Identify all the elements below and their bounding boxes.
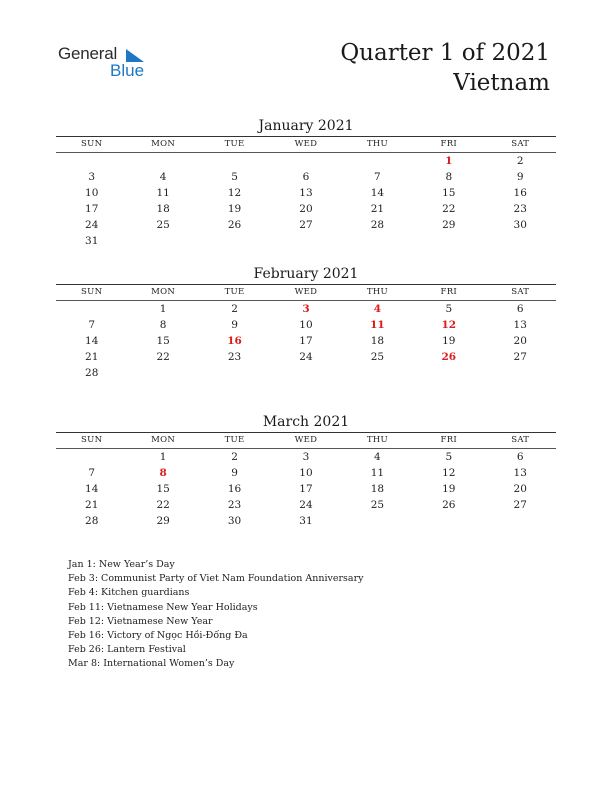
day-cell: 6 (516, 451, 524, 463)
week-row (56, 185, 556, 201)
week-row (56, 513, 556, 529)
day-cell: 15 (442, 187, 456, 199)
weekday-label: MON (151, 287, 176, 297)
day-cell: 28 (85, 367, 99, 379)
logo-text-blue: Blue (110, 61, 145, 80)
week-row (56, 301, 556, 317)
empty-day-cell (413, 365, 484, 381)
day-cell: 8 (159, 319, 167, 331)
day-cell: 14 (85, 335, 99, 347)
month-title: January 2021 (258, 118, 354, 134)
week-row (56, 365, 556, 381)
day-cell: 13 (513, 467, 527, 479)
day-cell: 14 (85, 483, 99, 495)
month-calendar-january (56, 116, 556, 249)
week-row (56, 317, 556, 333)
holiday-note: Feb 26: Lantern Festival (68, 644, 186, 656)
week-row (56, 449, 556, 465)
day-cell: 6 (516, 303, 524, 315)
day-cell: 21 (85, 351, 99, 363)
day-cell: 19 (442, 483, 456, 495)
day-cell: 21 (370, 203, 385, 215)
day-cell: 25 (370, 499, 385, 511)
day-cell: 14 (370, 187, 385, 199)
day-cell: 22 (156, 351, 170, 363)
day-cell: 30 (513, 219, 527, 231)
day-cell: 15 (156, 335, 170, 347)
weekday-header-row (56, 137, 556, 152)
day-cell: 15 (156, 483, 170, 495)
day-cell: 1 (159, 303, 167, 315)
day-cell: 20 (299, 203, 313, 215)
day-cell: 20 (513, 483, 527, 495)
week-row (56, 333, 556, 349)
weekday-header-row (56, 433, 556, 448)
day-cell: 23 (513, 203, 527, 215)
day-cell: 19 (442, 335, 456, 347)
day-cell: 3 (88, 171, 96, 183)
weekday-label: WED (294, 139, 318, 149)
weekday-label: THU (366, 435, 388, 445)
weekday-label: SUN (81, 139, 103, 149)
day-cell: 9 (231, 467, 238, 479)
day-cell: 16 (513, 187, 527, 199)
day-cell: 17 (299, 335, 313, 347)
holiday-note: Jan 1: New Year’s Day (68, 559, 175, 570)
day-cell: 17 (299, 483, 313, 495)
weekday-label: FRI (440, 139, 458, 149)
weekday-label: SAT (511, 287, 530, 297)
empty-day-cell (342, 233, 413, 249)
holiday-note: Feb 16: Victory of Ngọc Hồi-Đống Đa (68, 630, 248, 642)
holiday-note: Feb 4: Kitchen guardians (68, 587, 190, 599)
day-cell: 31 (299, 515, 313, 527)
weekday-header-row (56, 285, 556, 300)
day-cell: 23 (227, 351, 242, 363)
holiday-day-cell: 8 (159, 467, 167, 479)
week-row (56, 217, 556, 233)
page-title (340, 38, 550, 98)
day-cell: 10 (85, 187, 99, 199)
day-cell: 27 (513, 351, 527, 363)
day-cell: 10 (299, 319, 313, 331)
empty-day-cell (199, 153, 270, 169)
day-cell: 24 (299, 351, 313, 363)
day-cell: 7 (88, 319, 96, 331)
day-cell: 3 (302, 451, 310, 463)
holiday-day-cell: 1 (445, 155, 453, 167)
day-cell: 8 (445, 171, 453, 183)
holiday-day-cell: 4 (373, 303, 382, 315)
day-cell: 4 (159, 171, 167, 183)
weekday-label: SAT (511, 139, 530, 149)
month-title: February 2021 (253, 266, 359, 282)
holiday-note: Mar 8: International Women’s Day (68, 658, 235, 670)
week-row (56, 481, 556, 497)
weekday-label: TUE (224, 287, 245, 297)
empty-day-cell (485, 233, 556, 249)
day-cell: 30 (227, 515, 242, 527)
day-cell: 24 (85, 219, 99, 231)
weekday-label: SUN (81, 287, 103, 297)
day-cell: 22 (156, 499, 170, 511)
day-cell: 13 (299, 187, 313, 199)
weekday-label: MON (151, 435, 176, 445)
week-row (56, 169, 556, 185)
day-cell: 11 (370, 467, 385, 479)
empty-day-cell (413, 513, 484, 529)
day-cell: 22 (442, 203, 456, 215)
weekday-label: TUE (224, 139, 245, 149)
day-cell: 9 (231, 319, 238, 331)
weekday-label: SUN (81, 435, 103, 445)
holiday-day-cell: 11 (370, 319, 385, 331)
title-country: Vietnam (453, 70, 550, 96)
weekday-label: WED (294, 287, 318, 297)
empty-day-cell (485, 513, 556, 529)
empty-day-cell (270, 365, 341, 381)
week-row (56, 201, 556, 217)
week-row (56, 465, 556, 481)
empty-day-cell (342, 513, 413, 529)
weekday-label: FRI (440, 287, 458, 297)
week-row (56, 349, 556, 365)
weekday-label: SAT (511, 435, 530, 445)
holiday-day-cell: 16 (227, 335, 242, 347)
day-cell: 29 (442, 219, 456, 231)
day-cell: 2 (516, 155, 524, 167)
day-cell: 16 (227, 483, 242, 495)
weekday-label: THU (366, 139, 388, 149)
empty-day-cell (56, 153, 127, 169)
logo-text-general: General (58, 44, 118, 63)
week-row (56, 497, 556, 513)
day-cell: 1 (159, 451, 167, 463)
day-cell: 18 (370, 483, 385, 495)
empty-day-cell (127, 365, 198, 381)
weekday-label: THU (366, 287, 388, 297)
holiday-note: Feb 3: Communist Party of Viet Nam Foundation Anniversary (68, 573, 364, 585)
day-cell: 18 (370, 335, 385, 347)
day-cell: 12 (227, 187, 242, 199)
weekday-label: MON (151, 139, 176, 149)
holiday-day-cell: 3 (302, 303, 310, 315)
empty-day-cell (127, 153, 198, 169)
empty-day-cell (127, 233, 198, 249)
holiday-note: Feb 11: Vietnamese New Year Holidays (68, 601, 258, 613)
week-row (56, 233, 556, 249)
day-cell: 2 (231, 303, 238, 315)
day-cell: 18 (156, 203, 170, 215)
day-cell: 13 (513, 319, 527, 331)
holiday-note: Feb 12: Vietnamese New Year (68, 615, 213, 627)
generalblue-logo (58, 44, 158, 84)
day-cell: 19 (227, 203, 242, 215)
day-cell: 20 (513, 335, 527, 347)
day-cell: 9 (516, 171, 524, 183)
empty-day-cell (56, 301, 127, 317)
day-cell: 29 (156, 515, 170, 527)
day-cell: 26 (442, 499, 456, 511)
day-cell: 28 (85, 515, 99, 527)
day-cell: 17 (85, 203, 99, 215)
day-cell: 10 (299, 467, 313, 479)
day-cell: 7 (374, 171, 381, 183)
empty-day-cell (199, 365, 270, 381)
day-cell: 4 (374, 451, 381, 463)
day-cell: 27 (513, 499, 527, 511)
weekday-label: TUE (224, 435, 245, 445)
day-cell: 11 (156, 187, 170, 199)
holiday-day-cell: 26 (441, 351, 457, 363)
day-cell: 24 (299, 499, 313, 511)
day-cell: 26 (227, 219, 242, 231)
day-cell: 23 (227, 499, 242, 511)
month-calendar-february (56, 264, 556, 381)
day-cell: 25 (156, 219, 170, 231)
day-cell: 7 (88, 467, 96, 479)
month-title: March 2021 (262, 414, 350, 430)
week-row (56, 153, 556, 169)
empty-day-cell (270, 233, 341, 249)
title-quarter: Quarter 1 of 2021 (340, 40, 550, 66)
empty-day-cell (342, 153, 413, 169)
empty-day-cell (413, 233, 484, 249)
month-calendar-march (56, 412, 556, 529)
holiday-day-cell: 12 (441, 319, 457, 331)
empty-day-cell (270, 153, 341, 169)
day-cell: 5 (445, 303, 453, 315)
day-cell: 6 (302, 171, 310, 183)
weekday-label: FRI (440, 435, 458, 445)
day-cell: 25 (370, 351, 385, 363)
day-cell: 2 (231, 451, 238, 463)
weekday-label: WED (294, 435, 318, 445)
empty-day-cell (56, 449, 127, 465)
holiday-list (68, 558, 363, 672)
day-cell: 28 (370, 219, 385, 231)
day-cell: 12 (442, 467, 456, 479)
day-cell: 21 (85, 499, 99, 511)
day-cell: 5 (445, 451, 453, 463)
day-cell: 31 (85, 235, 99, 247)
empty-day-cell (485, 365, 556, 381)
empty-day-cell (342, 365, 413, 381)
empty-day-cell (199, 233, 270, 249)
day-cell: 27 (299, 219, 313, 231)
day-cell: 5 (231, 171, 238, 183)
